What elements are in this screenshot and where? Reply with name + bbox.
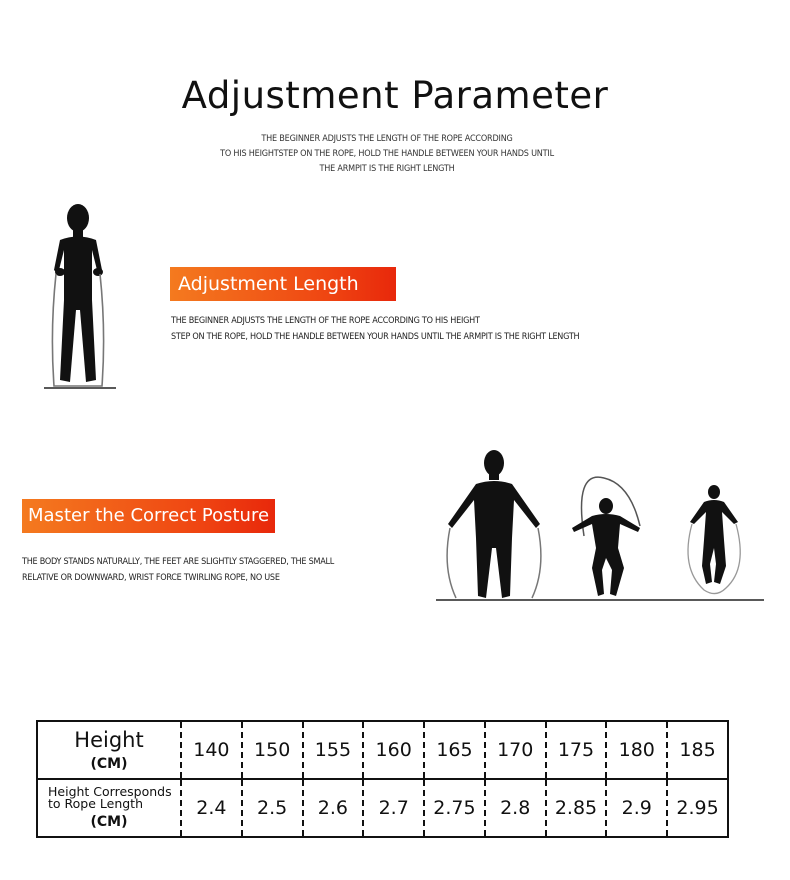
rope-length-cell: 2.6 [303,779,364,837]
rope-length-cell: 2.9 [606,779,667,837]
section-length-desc [171,313,579,345]
rope-length-cell: 2.5 [242,779,303,837]
section-title-length: Adjustment Length [170,267,396,301]
height-cell: 180 [606,721,667,779]
section-posture-desc [22,554,334,586]
page-title: Adjustment Parameter [181,74,609,117]
section-title-posture: Master the Correct Posture [22,499,275,533]
rope-unit: (CM) [90,814,128,830]
height-cell: 175 [546,721,607,779]
desc-line: THE BODY STANDS NATURALLY, THE FEET ARE SLIGHTLY STAGGERED, THE SMALL [22,557,334,567]
rope-length-table [36,720,729,838]
rope-length-row [37,779,728,837]
height-row [37,721,728,779]
height-cell: 170 [485,721,546,779]
rope-length-cell: 2.95 [667,779,728,837]
desc-line: STEP ON THE ROPE, HOLD THE HANDLE BETWEEN YOUR HANDS UNTIL THE ARMPIT IS THE RIGHT LENGTH [171,332,580,342]
rope-length-cell: 2.7 [363,779,424,837]
intro-text [150,132,624,177]
rope-length-cell: 2.75 [424,779,485,837]
desc-line: THE BEGINNER ADJUSTS THE LENGTH OF THE ROPE ACCORDING TO HIS HEIGHT [171,316,480,326]
rope-length-header [37,779,181,837]
rope-length-cell: 2.4 [181,779,242,837]
height-cell: 150 [242,721,303,779]
height-header [37,721,181,779]
rope-label-line2: to Rope Length [48,796,144,811]
man-jumping-rope-icon [572,477,640,596]
height-label: Height [74,728,144,752]
intro-line: THE ARMPIT IS THE RIGHT LENGTH [319,164,455,174]
height-cell: 155 [303,721,364,779]
height-cell: 165 [424,721,485,779]
height-cell: 160 [363,721,424,779]
height-cell: 140 [181,721,242,779]
person-holding-rope-icon [447,450,541,598]
intro-line: TO HIS HEIGHTSTEP ON THE ROPE, HOLD THE HANDLE BETWEEN YOUR HANDS UNTIL [220,149,554,159]
person-stepping-on-rope-icon [40,200,120,392]
rope-length-cell: 2.8 [485,779,546,837]
woman-jumping-rope-icon [688,485,740,594]
rope-label-line1: Height Corresponds [48,784,172,799]
intro-line: THE BEGINNER ADJUSTS THE LENGTH OF THE ROPE ACCORDING [261,134,513,144]
rope-length-cell: 2.85 [546,779,607,837]
height-cell: 185 [667,721,728,779]
desc-line: RELATIVE OR DOWNWARD, WRIST FORCE TWIRLING ROPE, NO USE [22,573,280,583]
jumping-figures [434,448,768,604]
height-unit: (CM) [90,756,128,772]
